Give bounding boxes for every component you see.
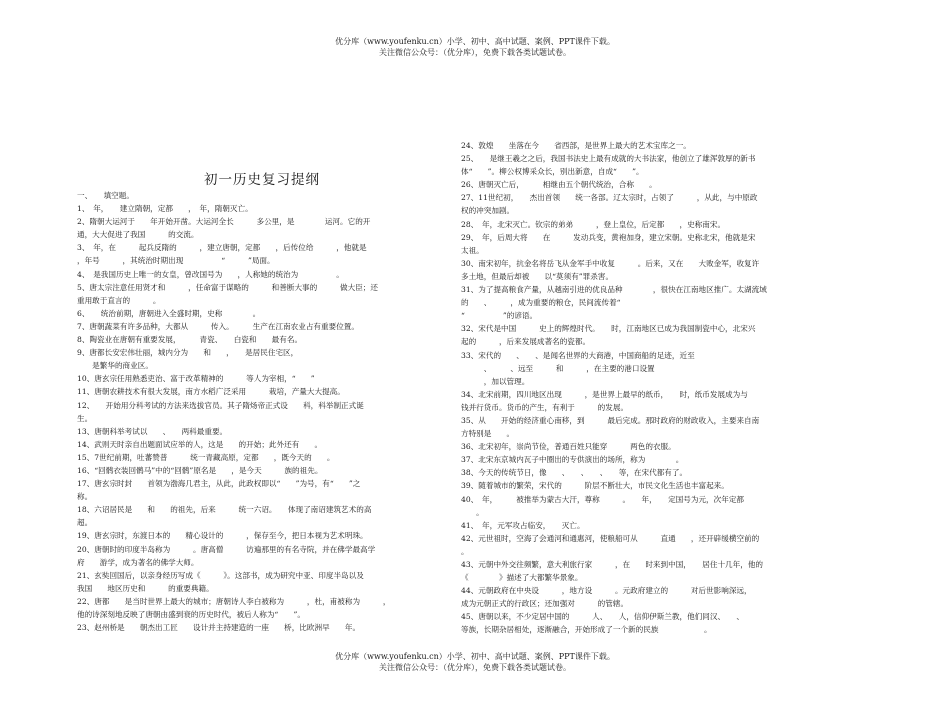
- text-line: 钱并行货币。货币的产生，有利于 的发展。: [461, 402, 629, 412]
- text-line: 7、唐朝蔬菜有许多品种，大都从 传入。 生产在江南农业占有重要位置。: [77, 321, 359, 331]
- text-line: 《 》描述了大都繁华景象。: [461, 573, 583, 583]
- text-line: 21、玄奘回国后，以亲身经历写成《 》。这部书，成为研究中亚、印度半岛以及: [77, 570, 364, 580]
- text-line: 26、唐朝灭亡后， 相继由五个朝代统治，合称 。: [461, 180, 657, 190]
- text-line: 36、北宋初年，崇尚节俭，普通百姓只能穿 两色的衣服。: [461, 442, 676, 452]
- left-column: [77, 189, 442, 634]
- text-line: 生。: [77, 413, 93, 423]
- text-line: ，加以管理。: [461, 376, 530, 386]
- text-line: 23、赵州桥是 朝杰出工匠 设计并主持建造的一座 桥，比欧洲早 年。: [77, 623, 361, 633]
- text-line: 太祖。: [461, 245, 484, 255]
- text-line: 是繁华的商业区。: [77, 361, 153, 371]
- text-line: 11、唐朝农耕技术有很大发展，南方水稻广泛采用 栽培，产量大大提高。: [77, 387, 345, 397]
- text-line: 38、今天的传统节日，像 、 、 、 等，在宋代都有了。: [461, 468, 688, 478]
- text-line: 30、南宋初年，抗金名将岳飞从金军手中收复 。后来，又在 大败金军，收复许: [461, 258, 760, 268]
- text-line: 超。: [77, 518, 93, 528]
- text-line: 19、唐玄宗时，东渡日本的 精心设计的 ，保存至今，把日本视为艺术明珠。: [77, 531, 368, 541]
- text-line: 方特别是 。: [461, 429, 515, 439]
- text-line: 13、唐朝科举考试以 、 两科最重要。: [77, 426, 228, 436]
- text-line: 。: [461, 546, 469, 556]
- text-line: 44、元朝政府在中央设 ，地方设 。元政府建立的 对后世影响深远，: [461, 586, 752, 596]
- text-line: 37、北宋东京城内瓦子中圈出的专供演出的场所，称为 。: [461, 455, 684, 465]
- page-title: 初一历史复习提纲: [204, 172, 320, 188]
- text-line: 40、 年， 被推举为蒙古大汗，尊称 。 年， 定国号为元，次年定都: [461, 494, 745, 504]
- text-line: 34、北宋前期，四川地区出现 ，是世界上最早的纸币， 时，纸币发展成为与: [461, 389, 748, 399]
- text-line: 4、 是我国历史上唯一的女皇，曾改国号为 ，人称她的统治为 。: [77, 269, 344, 279]
- page-footer: [0, 651, 950, 673]
- text-line: 5、唐太宗注意任用贤才和 ，任命富于谋略的 和善断大事的 做大臣；还: [77, 282, 378, 292]
- text-line: 29、 年，后周大将 在 发动兵变，黄袍加身，建立宋朝。史称北宋，他就是宋: [461, 232, 756, 242]
- text-line: 他的诗深刻地反映了唐朝由盛到衰的历史时代，被后人称为“ ”。: [77, 610, 305, 619]
- text-line: 20、唐朝时的印度半岛称为 。唐高僧 访遍那里的有名寺院，并在佛学最高学: [77, 544, 376, 554]
- text-line: 等族，长期杂居相处，逐渐融合，开始形成了一个新的民族 。: [461, 625, 712, 635]
- text-line: 39、随着城市的繁荣，宋代的 阶层不断壮大，市民文化生活也丰富起来。: [461, 481, 729, 491]
- footer-line-2: 关注微信公众号：（优分库），免费下载各类试题试卷。: [379, 663, 571, 672]
- text-line: 16、“回鹘衣装回鹘马”中的“回鹘”原名是 ，是今天 族的祖先。: [77, 465, 323, 475]
- text-line: 43、元朝中外交往频繁，意大利旅行家 ，在 时来到中国， 居住十几年，他的: [461, 560, 764, 569]
- text-line: 14、武则天时亲自出题面试应举的人，这是 的开始；此外还有 。: [77, 439, 323, 449]
- text-line: 通，大大促进了我国 的交流。: [77, 230, 199, 240]
- text-line: 12、 开始用分科考试的方法来选拔官员。其子隋炀帝正式设 科，科举制正式诞: [77, 400, 364, 410]
- text-line: 25、 是继王羲之之后，我国书法史上最有成就的大书法家，他创立了雄浑敦厚的新书: [461, 154, 756, 164]
- text-line: 2、隋朝大运河于 年开始开凿。大运河全长 多公里，是 运河。它的开: [77, 217, 371, 227]
- right-column: [461, 139, 841, 637]
- text-line: ，年号 ，其统治时期出现 “ ”局面。: [77, 256, 275, 266]
- header-line-1: 优分库（www.youfenku.cn）小学、初中、高中试题、案例、PPT课件下载。: [335, 37, 615, 46]
- text-line: 24、敦煌 坐落在今 省西部，是世界上最大的艺术宝库之一。: [461, 141, 691, 150]
- text-line: “ ”的谚语。: [461, 311, 538, 321]
- text-line: 45、唐朝以来，不少定居中国的 人、 人，信仰伊斯兰教，他们同汉、 、: [461, 612, 745, 622]
- text-line: 32、宋代是中国 史上的辉煌时代。 时，江南地区已成为我国制瓷中心，北宋兴: [461, 324, 756, 334]
- text-line: 10、唐玄宗任用熟悉吏治、富于改革精神的 等人为宰相，“ ”: [77, 374, 315, 384]
- text-line: 成为元朝正式的行政区；还加强对 的管辖。: [461, 599, 629, 609]
- page-header: [0, 36, 950, 58]
- text-line: 一、 填空题。: [77, 191, 134, 200]
- text-line: 、 、远至 和 ，在主要的港口设置: [461, 363, 655, 373]
- text-line: 35、从 开始的经济重心南移，到 最后完成。那时政府的财政收入，主要来自南: [461, 415, 760, 425]
- text-line: 9、唐都长安宏伟壮丽，城内分为 和 ， 是居民住宅区，: [77, 348, 299, 358]
- text-line: 41、 年，元军攻占临安， 灭亡。: [461, 520, 585, 530]
- text-line: 体“ ”。柳公权博采众长，别出新意，自成“ ”。: [461, 167, 644, 177]
- text-line: 22、唐都 是当时世界上最大的城市；唐朝诗人李白被称为 ，杜，甫被称为 ，: [77, 596, 391, 606]
- text-line: 府 游学，成为著名的佛学大师。: [77, 557, 199, 567]
- text-line: 6、 统治前期，唐朝进入全盛时期，史称 。: [77, 308, 261, 318]
- text-line: 的 、 ，成为重要的粮仓，民间流传着“: [461, 298, 621, 308]
- text-line: 27、11世纪初， 杰出首领 统一各部。辽太宗时，占领了 ，从此，与中原政: [461, 193, 758, 203]
- text-line: 17、唐玄宗时封 首领为渤海几君主，从此，此政权即以“ ”为号，有“ ”之: [77, 479, 361, 489]
- text-line: 多土地，但最后却被 以“莫须有”罪杀害。: [461, 271, 614, 281]
- text-line: 称。: [77, 492, 93, 502]
- text-line: 。: [461, 507, 484, 517]
- text-line: 8、陶瓷业在唐朝有重要发展， 青瓷、 白瓷和 最有名。: [77, 335, 303, 345]
- text-line: 1、 年， 建立隋朝，定都 ， 年，隋朝灭亡。: [77, 204, 253, 214]
- text-line: 42、元世祖时，空海了会通河和通惠河，使粮船可从 直通 ，还开辟缓横空前的: [461, 533, 760, 543]
- footer-line-1: 优分库（www.youfenku.cn）小学、初中、高中试题、案例、PPT课件下载。: [335, 652, 615, 661]
- text-line: 15、7世纪前期，吐蕃赞普 统一青藏高原，定都 ，既今天的 。: [77, 452, 335, 462]
- text-line: 重用敢于直言的 。: [77, 295, 161, 305]
- text-line: 31、为了提高粮食产量，从越南引进的优良品种 ，很快在江南地区推广。太湖流域: [461, 285, 767, 295]
- text-line: 28、 年，北宋灭亡。钦宗的弟弟 ，登上皇位，后定都 ，史称南宋。: [461, 219, 726, 229]
- text-line: 起的 ，后来发展成著名的瓷都。: [461, 337, 591, 347]
- text-line: 33、宋代的 、 、是闻名世界的大商港，中国商船的足迹，近至: [461, 350, 695, 360]
- text-line: 我国 地区历史和 的重要典籍。: [77, 583, 214, 593]
- text-line: 权的冲突加剧。: [461, 206, 515, 216]
- header-line-2: 关注微信公众号：（优分库），免费下载各类试题试卷。: [379, 48, 571, 57]
- text-line: 3、 年，在 起兵反隋的 ，建立唐朝，定都 ，后传位给 ，他就是: [77, 243, 367, 253]
- text-line: 18、六诏居民是 和 的祖先，后来 统一六诏。 体现了南诏建筑艺术的高: [77, 505, 372, 515]
